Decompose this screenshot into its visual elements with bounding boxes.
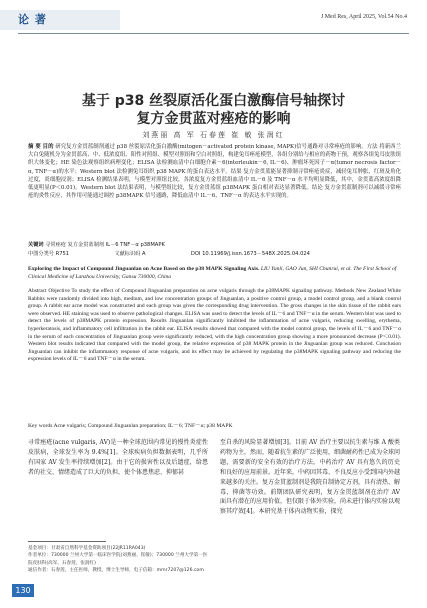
footnote-units: 作者单位：730000 兰州大学第一临床医学院(刘燕丽、崔敏)；730000 兰州大学第一医院皮肤科(高军、石春莲、张润红) (28, 553, 208, 566)
abstract-cn-text: 研究复方金贯蓝制剂通过 p38 丝裂原活化蛋白激酶(mitogen－activated protein kinase, MAPK)信号通路对寻常痤疮的影响。方法 将新西兰大白兔随机分为金贯蓝高、中、低浓度组、阳性对照组、模型对照组和空白对照组，构建兔耳痤疮模型，各组分别给与相应的药物干预，观察各组兔耳皮肤组织大体变化；HE 染色法观察组织病理变化；ELISA 法检测血清中白细胞介素－6(interleukin－6, IL－6)、肿瘤坏死因子－α(tumor necrosis factor－α, TNF－α)的水平；Western blot 法检测兔耳组织 p38 MAPK 的蛋白表达水平。结果 复方金贯蓝能显著抑制寻常痤疮炎症，减轻兔耳肿胀、红斑及角化过度，炎细胞浸润；ELISA 检测结果表明，与模型对照组比较，各浓度复方金贯蓝组血清中 IL－6 及 TNF－α 水平均明显降低，其中，金贯蓝高浓度组降低更明显(P＜0.01)。Western blot 法结果表明，与模型组比较，复方金贯蓝组 p38MAPK 蛋白相对表达显著降低。结论 复方金贯蓝制剂可以减缓寻常痤疮的炎性反应，其作用可能通过调控 p38MAPK 信号通路，降低血清中 IL－6、TNF－α 的表达水平实现的。 (28, 144, 401, 200)
abstract-cn-label: 摘 要 目的 (28, 144, 54, 150)
english-keywords: Key words Acne vulgaris; Compound Jinguanlan preparation; IL－6; TNF－α; p38 MAPK (28, 423, 233, 429)
english-affiliation: The First School of Clinical Medicine of Lanzhou University, Gansu 730000, China (28, 266, 397, 280)
english-title: Exploring the Impact of Compound Jinguanlan on Acne Based on the p38 MAPK Signaling Axis. (28, 266, 260, 272)
footnote-corresponding: 通信作者：石春莲，主任医师，教授，博士生导师，电子信箱：mmr7207@126.com (28, 568, 204, 574)
page-number: 130 (12, 584, 34, 597)
body-right-column: 至自杀的风险显著增加[3]。目前 AV 治疗主要以抗生素与维 A 酸类药物为主，然而，随着抗生素的广泛使用，细菌耐药性已成为全球问题，需要新的安全有效的治疗方法。中药治疗 AV 具有悠久的历史和良好的应用前景。近年来，中药因其毒、不良反应小受到国内外越来越多的关注。复方金贯蓝制剂是我院自制协定方剂，具有清热、解毒、抑菌等功效。前期团队研究表明，复方金贯蓝制剂在治疗 AV 面具有潜在的应用价值，但仅限于体外实验，尚未进行体内实验以观察其疗效[4]。本研究基于体内动物实验，探究 (220, 439, 401, 516)
footnote (28, 545, 208, 575)
footnote-fund: 基金项目：甘肃省自然科学基金资助项目(22JR11RA043) (28, 546, 146, 551)
section-label: 论 著 (18, 13, 47, 26)
title-line-1: 基于 p38 丝裂原活化蛋白激酶信号轴探讨 (81, 93, 346, 109)
body-left-column: 寻常痤疮(acne vulgaris, AV)是一种全球范围内常见的慢性炎症性皮肤病，全球发生率为 9.4%[1]。全球疾病负担数据表明，几乎所有国家 AV 发生率持续增加[2]。由于它的损害性以及后遗症，给患者的社交、情绪造成了巨大的负担，使个体患焦虑、抑郁甚 (28, 439, 208, 476)
footnote-rule (28, 541, 106, 542)
footnote-email: mmr7207@126.com (156, 568, 204, 574)
keywords-cn-label: 关键词 (28, 242, 44, 248)
title-line-2: 复方金贯蓝对痤疮的影响 (136, 111, 291, 127)
doc-code: 文献标识码 A (114, 251, 146, 257)
clc-number: 中图分类号 R751 (28, 251, 70, 257)
english-title-block (28, 265, 401, 281)
classification-row (28, 250, 401, 257)
header-rule (18, 33, 409, 34)
english-authors: LIU Yanli, GAO Jun, SHI Chunrui, et al. (260, 266, 352, 272)
doi: DOI 10.11969/j.issn.1673－548X.2025.04.024 (190, 251, 310, 257)
english-abstract: Abstract Objective To study the effect of Compound Jinguanlan preparation on acne vulgaris through the p38MAPK signaling pathway. Methods New Zealand White Rabbits were randomly divided into high, medium, and low concentration groups of Jinguanlan, a positive control group, a model control group, and a blank control group. A rabbit ear acne model was constructed and each group was given the corresponding drug intervention. The gross changes in the skin tissue of the rabbit ears were observed. HE staining was used to observe pathological changes. ELISA was used to detect the levels of IL－6 and TNF－α in the serum. Western blot was used to detect the levels of p38MAPK protein expression. Results Jinguanlan significantly inhibited the inflammation of acne vulgaris, reducing swelling, erythema, hyperkeratosis, and inflammatory cell infiltration in the rabbit ear. ELISA results showed that compared with the model control group, the levels of IL－6 and TNF－α in the serum of each concentration of Jinguanlan group were significantly reduced, with the high concentration group showing a more pronounced decrease (P＜0.01). Western blot results indicated that compared with the model group, the relative expression of p38 MAPK protein in the Jinguanlan group was reduced. Conclusion Jinguanlan can inhibit the inflammatory response of acne vulgaris, and its effect may be achieved by regulating the p38MAPK signaling pathway and reducing the expression levels of IL－6 and TNF－α in the serum. (28, 288, 401, 363)
keywords-cn (28, 241, 401, 248)
authors: 刘燕丽 高 军 石春莲 崔 敏 张润红 (142, 131, 285, 139)
journal-info: J Med Res, April 2025, Vol.54 No.4 (320, 14, 407, 20)
keywords-cn-text: 寻常痤疮 复方金贯蓝制剂 IL－6 TNF－α p38MAPK (45, 242, 165, 248)
abstract-cn (28, 143, 401, 200)
